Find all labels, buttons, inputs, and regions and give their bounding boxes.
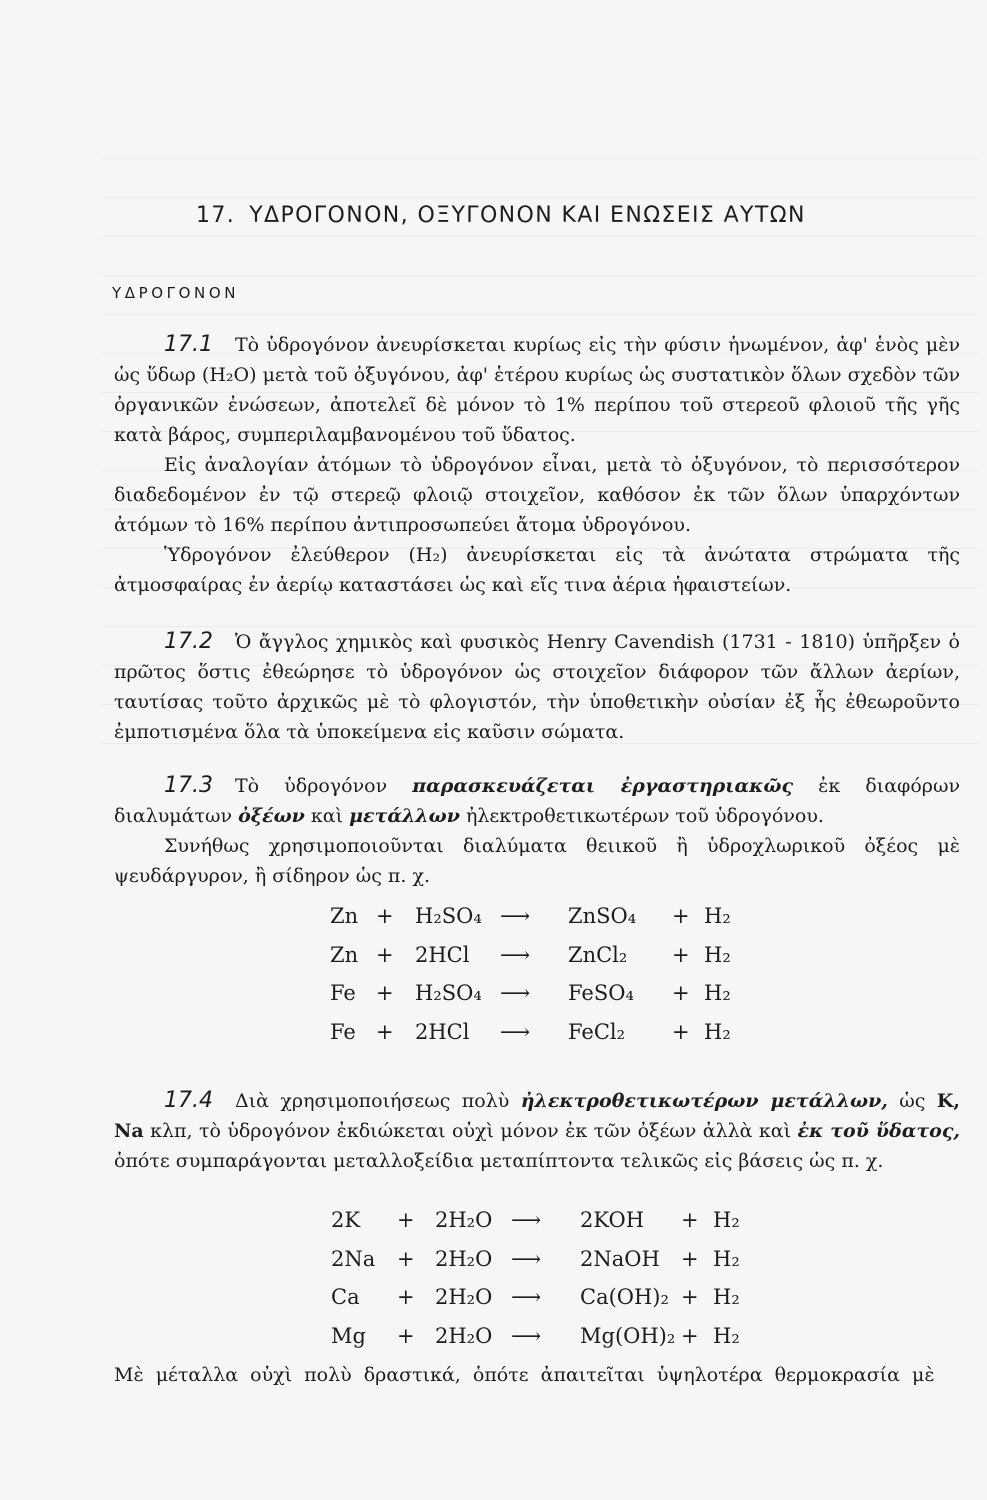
paragraph-17-4: [114, 1086, 960, 1176]
product-hydrogen: H₂: [713, 1208, 740, 1232]
product: FeSO₄: [568, 981, 634, 1005]
plus-sign: +: [672, 1019, 690, 1044]
reactant-metal: Zn: [330, 904, 359, 928]
product-hydrogen: H₂: [713, 1246, 740, 1271]
plus-sign: +: [376, 904, 394, 928]
paragraph-number: 17.4: [164, 1088, 213, 1113]
product: 2KOH: [580, 1208, 645, 1232]
product: ZnSO₄: [568, 904, 637, 928]
reactant-water: 2H₂O: [435, 1323, 493, 1348]
paragraph-17-3: [114, 771, 960, 831]
emphasis-text: ἐκ τοῦ ὕδατος,: [797, 1120, 961, 1142]
arrow-icon: ⟶: [511, 1246, 542, 1271]
product: FeCl₂: [568, 1019, 626, 1044]
plus-sign: +: [681, 1208, 699, 1232]
reactant-water: 2H₂O: [435, 1246, 493, 1271]
paragraph-17-1-b: Εἰς ἀναλογίαν ἀτόμων τὸ ὑδρογόνον εἶναι, μετὰ τὸ ὀξυγόνον, τὸ περισσότερον διαδεδομένον ἐν τῷ στερεῷ φλοιῷ στοιχεῖον, καθόσον ἐκ τῶν ὅλων ὑπαρχόντων ἀτόμων τὸ 16% περίπου ἀντιπροσωπεύει ἄτομα ὑδρογόνου.: [114, 454, 960, 536]
arrow-icon: ⟶: [511, 1208, 542, 1232]
paragraph-text: ὁπότε συμπαράγονται μεταλλοξείδια μεταπίπτοντα τελικῶς εἰς βάσεις ὡς π. χ.: [114, 1150, 884, 1172]
plus-sign: +: [681, 1323, 699, 1348]
paragraph-text: Διὰ χρησιμοποιήσεως πολὺ: [234, 1090, 510, 1112]
plus-sign: +: [397, 1323, 415, 1348]
paragraph-17-1: [114, 330, 960, 450]
plus-sign: +: [672, 942, 690, 967]
paragraph-text: Τὸ ὑδρογόνον ἀνευρίσκεται κυρίως εἰς τὴν φύσιν ἡνωμένον, ἀφ' ἑνὸς μὲν ὡς ὕδωρ (H₂O) μετὰ τοῦ ὀξυγόνου, ἀφ' ἑτέρου κυρίως ὡς συστατικὸν ὅλων σχεδὸν τῶν ὀργανικῶν ἐνώσεων, ἀποτελεῖ δὲ μόνον τὸ 1% περίπου τοῦ στερεοῦ φλοιοῦ τῆς γῆς κατὰ βάρος, συμπεριλαμβανομένου τοῦ ὕδατος.: [114, 334, 960, 446]
paragraph-text: Τὸ ὑδρογόνον: [234, 775, 388, 797]
paragraph-17-2: [114, 627, 960, 747]
reactant-acid: 2HCl: [415, 942, 470, 967]
product-hydrogen: H₂: [713, 1323, 740, 1348]
reactant-metal: Zn: [330, 942, 359, 967]
paragraph-final: Μὲ μέταλλα οὐχὶ πολὺ δραστικά, ὁπότε ἀπαιτεῖται ὑψηλοτέρα θερμοκρασία μὲ: [114, 1364, 935, 1386]
product: ZnCl₂: [568, 942, 628, 967]
reactant-water: 2H₂O: [435, 1285, 493, 1309]
plus-sign: +: [397, 1246, 415, 1271]
plus-sign: +: [672, 904, 690, 928]
paragraph-text: καὶ: [310, 805, 344, 827]
product: 2NaOH: [580, 1246, 660, 1271]
emphasis-text: παρασκευάζεται ἐργαστηριακῶς: [412, 775, 794, 797]
emphasis-text: μετάλλων: [349, 805, 460, 827]
paragraph-17-1-c: Ὑδρογόνον ἐλεύθερον (H₂) ἀνευρίσκεται εἰς τὰ ἀνώτατα στρώματα τῆς ἀτμοσφαίρας ἐν ἀερίῳ καταστάσει ὡς καὶ εἴς τινα ἀέρια ἡφαιστείων.: [114, 544, 960, 596]
reactant-metal: Fe: [330, 981, 356, 1005]
reactant-metal: 2Na: [331, 1246, 376, 1271]
plus-sign: +: [397, 1285, 415, 1309]
reactant-metal: Ca: [331, 1285, 360, 1309]
paragraph-17-3-b: Συνήθως χρησιμοποιοῦνται διαλύματα θειικοῦ ἢ ὑδροχλωρικοῦ ὀξέος μὲ ψευδάργυρον, ἢ σίδηρον ὡς π. χ.: [114, 835, 960, 887]
product: Mg(OH)₂: [580, 1323, 676, 1348]
reactant-acid: H₂SO₄: [415, 981, 482, 1005]
reactant-acid: 2HCl: [415, 1019, 470, 1044]
paragraph-number: 17.3: [164, 773, 213, 798]
arrow-icon: ⟶: [500, 1019, 531, 1044]
chapter-number: 17.: [196, 203, 236, 228]
reactant-metal: Fe: [330, 1019, 356, 1044]
plus-sign: +: [681, 1246, 699, 1271]
reactant-metal: 2K: [331, 1208, 361, 1232]
emphasis-text: K, Na: [114, 1090, 960, 1142]
product-hydrogen: H₂: [704, 942, 731, 967]
arrow-icon: ⟶: [500, 942, 531, 967]
paragraph-text: Ὁ ἄγγλος χημικὸς καὶ φυσικὸς Henry Cavendish (1731 - 1810) ὑπῆρξεν ὁ πρῶτος ὅστις ἐθεώρησε τὸ ὑδρογόνον ὡς στοιχεῖον διάφορον τῶν ἄλλων ἀερίων, ταυτίσας τοῦτο ἀρχικῶς μὲ τὸ φλογιστόν, τὴν ὑποθετικὴν οὐσίαν ἐξ ἧς ἐθεωροῦντο ἐμποτισμένα ὅλα τὰ ὑποκείμενα εἰς καῦσιν σώματα.: [114, 631, 960, 743]
arrow-icon: ⟶: [500, 904, 531, 928]
paragraph-text: ὡς: [899, 1090, 926, 1112]
paragraph-text: ἐκ διαφόρων διαλυμάτων: [114, 775, 960, 827]
plus-sign: +: [397, 1208, 415, 1232]
plus-sign: +: [672, 981, 690, 1005]
paragraph-text: κλπ, τὸ ὑδρογόνον ἐκδιώκεται οὐχὶ μόνον ἐκ τῶν ὀξέων ἀλλὰ καὶ: [150, 1120, 792, 1142]
paragraph-number: 17.2: [164, 629, 213, 654]
plus-sign: +: [376, 942, 394, 967]
reactant-acid: H₂SO₄: [415, 904, 482, 928]
plus-sign: +: [376, 1019, 394, 1044]
plus-sign: +: [376, 981, 394, 1005]
reactant-water: 2H₂O: [435, 1208, 493, 1232]
emphasis-text: ἠλεκτροθετικωτέρων μετάλλων,: [520, 1090, 888, 1112]
paragraph-text: ἠλεκτροθετικωτέρων τοῦ ὑδρογόνου.: [465, 805, 824, 827]
product: Ca(OH)₂: [580, 1285, 669, 1309]
paragraph-number: 17.1: [164, 332, 213, 357]
product-hydrogen: H₂: [713, 1285, 740, 1309]
product-hydrogen: H₂: [704, 981, 731, 1005]
emphasis-text: ὀξέων: [238, 805, 305, 827]
chapter-title: ΥΔΡΟΓΟΝΟΝ, ΟΞΥΓΟΝΟΝ ΚΑΙ ΕΝΩΣΕΙΣ ΑΥΤΩΝ: [249, 203, 806, 228]
chapter-heading: [196, 203, 896, 228]
product-hydrogen: H₂: [704, 1019, 731, 1044]
arrow-icon: ⟶: [511, 1323, 542, 1348]
arrow-icon: ⟶: [500, 981, 531, 1005]
arrow-icon: ⟶: [511, 1285, 542, 1309]
reactant-metal: Mg: [331, 1323, 366, 1348]
product-hydrogen: H₂: [704, 904, 731, 928]
plus-sign: +: [681, 1285, 699, 1309]
section-heading: ΥΔΡΟΓΟΝΟΝ: [112, 284, 240, 302]
